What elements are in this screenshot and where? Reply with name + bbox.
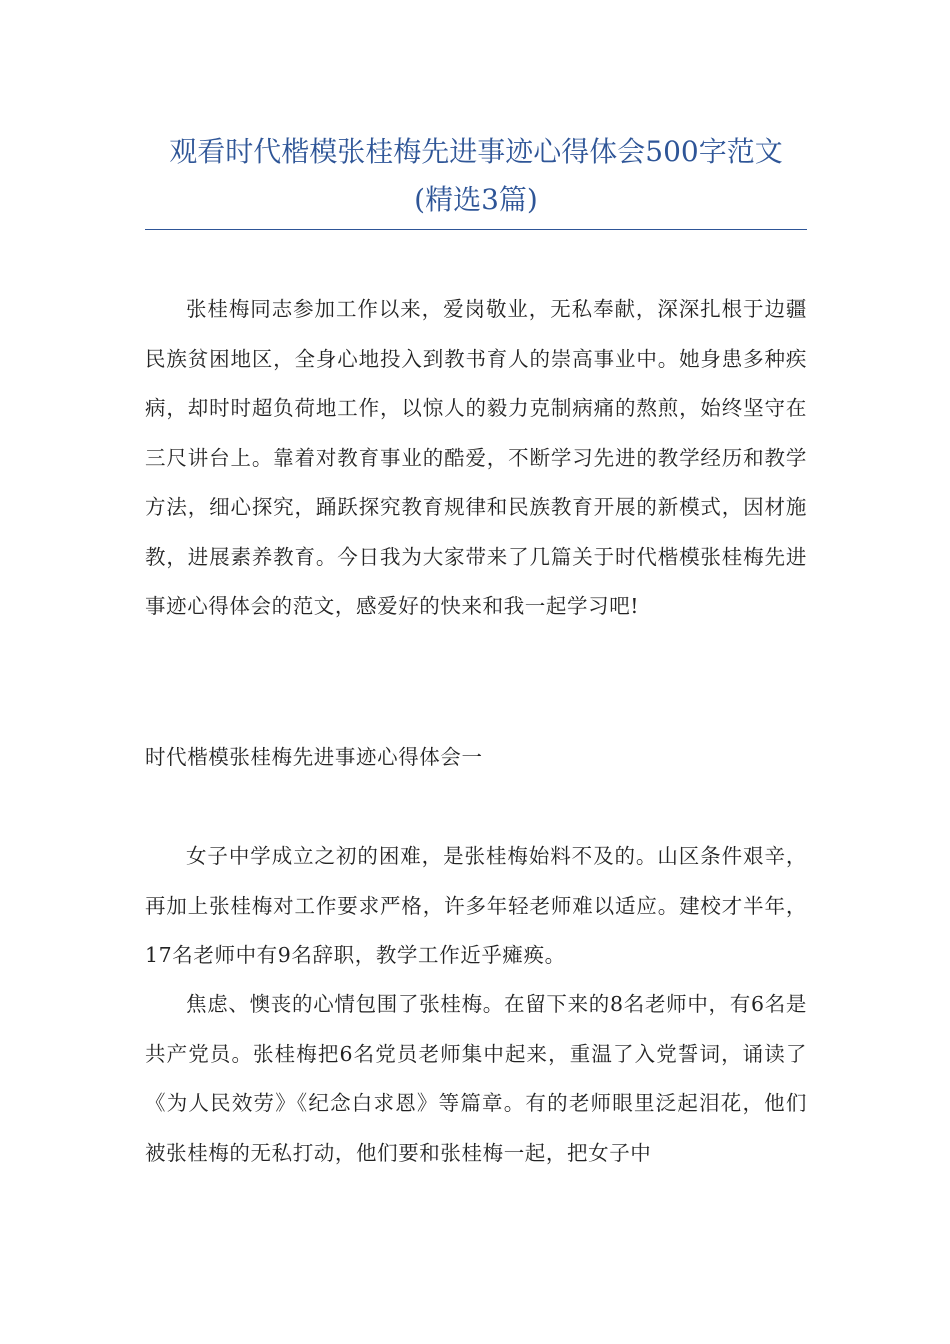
title-line-2: (精选3篇) [414, 183, 538, 216]
body-paragraph-1: 女子中学成立之初的困难，是张桂梅始料不及的。山区条件艰辛，再加上张桂梅对工作要求严格，许多年轻老师难以适应。建校才半年，17名老师中有9名辞职，教学工作近乎瘫痪。 [145, 844, 807, 967]
section-heading: 时代楷模张桂梅先进事迹心得体会一 [145, 745, 483, 769]
title-divider [145, 229, 807, 230]
intro-paragraph: 张桂梅同志参加工作以来，爱岗敬业，无私奉献，深深扎根于边疆民族贫困地区，全身心地投入到教书育人的崇高事业中。她身患多种疾病，却时时超负荷地工作，以惊人的毅力克制病痛的熬煎，始终坚守在三尺讲台上。靠着对教育事业的酷爱，不断学习先进的教学经历和教学方法，细心探究，踊跃探究教育规律和民族教育开展的新模式，因材施教，进展素养教育。今日我为大家带来了几篇关于时代楷模张桂梅先进事迹心得体会的范文，感爱好的快来和我一起学习吧! [145, 297, 807, 618]
document-title [145, 128, 807, 224]
title-line-1: 观看时代楷模张桂梅先进事迹心得体会500字范文 [169, 135, 783, 168]
body-paragraph-2: 焦虑、懊丧的心情包围了张桂梅。在留下来的8名老师中，有6名是共产党员。张桂梅把6名党员老师集中起来，重温了入党誓词，诵读了《为人民效劳》《纪念白求恩》等篇章。有的老师眼里泛起泪花，他们被张桂梅的无私打动，他们要和张桂梅一起，把女子中 [145, 992, 807, 1165]
